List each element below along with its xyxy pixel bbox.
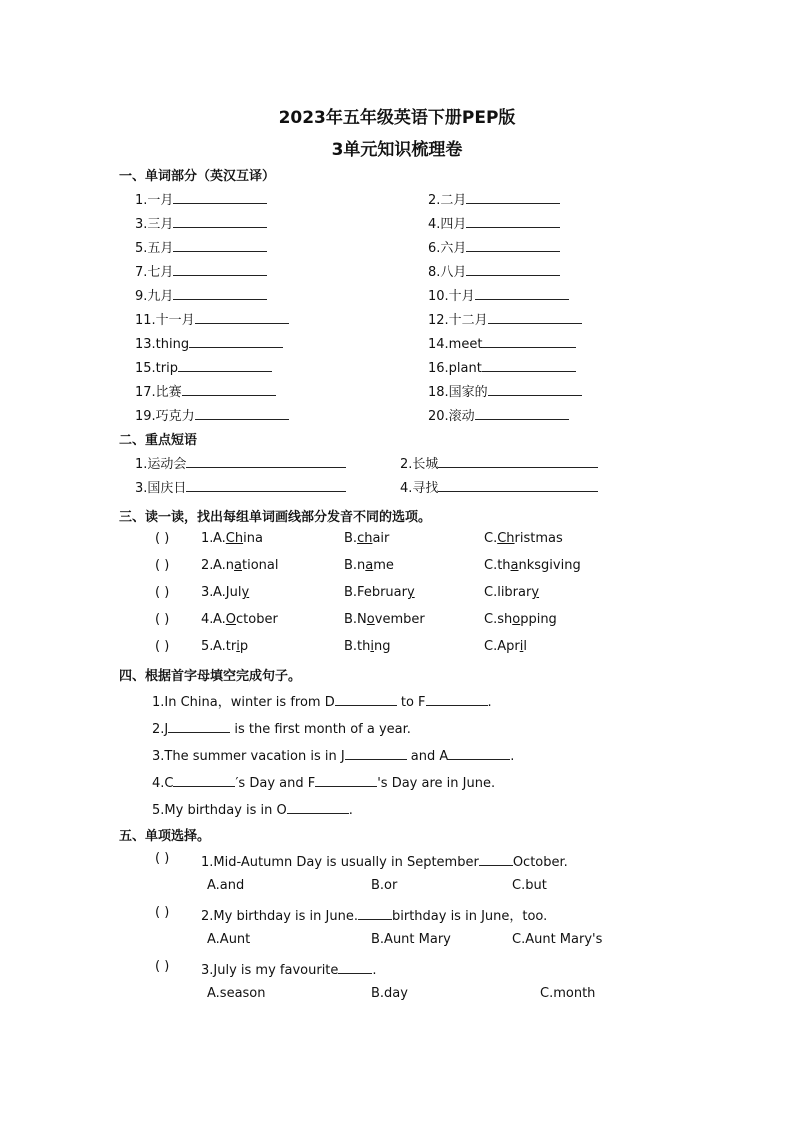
vocab-item	[428, 237, 560, 256]
underlined-sound: Ch	[225, 531, 244, 546]
vocab-label: 5.五月	[135, 241, 174, 256]
vocab-label: 6.六月	[428, 241, 467, 256]
answer-blank[interactable]	[173, 772, 235, 787]
vocab-label: 4.四月	[428, 217, 467, 232]
sentence-row	[152, 691, 492, 710]
underlined-sound: Ch	[497, 531, 515, 546]
answer-blank[interactable]	[173, 285, 267, 300]
underlined-sound: y	[406, 585, 415, 600]
answer-blank[interactable]	[173, 213, 267, 228]
sentence-part: 5.My birthday is in O	[152, 803, 287, 818]
vocab-label: 19.巧克力	[135, 409, 195, 424]
answer-blank[interactable]	[475, 285, 569, 300]
vocab-label: 3.三月	[135, 217, 174, 232]
sentence-part: 1.In China，winter is from D	[152, 695, 335, 710]
option-prefix: C.librar	[484, 585, 532, 600]
option-prefix: B.Februar	[344, 585, 407, 600]
phrase-item: 3.国庆日	[135, 477, 346, 496]
vocab-label: 9.九月	[135, 289, 174, 304]
option-suffix: nksgiving	[518, 558, 581, 573]
sentence-row	[152, 718, 411, 737]
answer-paren[interactable]: ( )	[155, 959, 170, 974]
underlined-sound: o	[366, 612, 375, 627]
option-suffix: l	[523, 639, 527, 654]
option-c	[484, 531, 563, 546]
answer-blank[interactable]	[345, 745, 407, 760]
vocab-label: 18.国家的	[428, 385, 488, 400]
choice-option[interactable]: A.season	[207, 986, 266, 1001]
option-prefix: C.Apr	[484, 639, 520, 654]
question-number: 4.	[201, 612, 214, 627]
sentence-part: and A	[406, 749, 449, 764]
option-b	[344, 585, 415, 600]
vocab-label: 10.十月	[428, 289, 475, 304]
vocab-label: 13.thing	[135, 337, 190, 352]
answer-paren[interactable]: ( )	[155, 639, 170, 654]
underlined-sound: y	[241, 585, 250, 600]
answer-blank[interactable]	[438, 453, 598, 468]
vocab-item	[135, 261, 267, 280]
answer-blank[interactable]	[358, 905, 392, 920]
choice-option[interactable]: B.Aunt Mary	[371, 932, 451, 947]
option-suffix: vember	[374, 612, 425, 627]
option-prefix: C.	[484, 531, 498, 546]
section-3-heading: 三、读一读，找出每组单词画线部分发音不同的选项。	[119, 510, 432, 525]
sentence-part: is the first month of a year.	[230, 722, 411, 737]
answer-blank[interactable]	[475, 405, 569, 420]
option-prefix: A.	[213, 612, 226, 627]
choice-option[interactable]: B.or	[371, 878, 398, 893]
option-prefix: A.tr	[213, 639, 237, 654]
option-prefix: B.th	[344, 639, 371, 654]
sentence-row	[152, 772, 495, 791]
option-a	[213, 612, 278, 627]
underlined-sound: i	[370, 639, 375, 654]
answer-blank[interactable]	[335, 691, 397, 706]
sentence-part: 3.The summer vacation is in J	[152, 749, 345, 764]
underlined-sound: a	[365, 558, 374, 573]
option-suffix: ctober	[236, 612, 278, 627]
vocab-label: 20.滚动	[428, 409, 475, 424]
sentence-part: 2.J	[152, 722, 169, 737]
vocab-item	[428, 189, 560, 208]
question-text: .	[372, 963, 377, 978]
answer-blank[interactable]	[182, 381, 276, 396]
option-c	[484, 558, 581, 573]
answer-blank[interactable]	[466, 189, 560, 204]
vocab-label: 17.比赛	[135, 385, 182, 400]
underlined-sound: ch	[357, 531, 373, 546]
answer-paren[interactable]: ( )	[155, 531, 170, 546]
underlined-sound: a	[510, 558, 519, 573]
vocab-label: 16.plant	[428, 361, 482, 376]
choice-option[interactable]: B.day	[371, 986, 408, 1001]
question-text: October.	[512, 855, 568, 870]
option-prefix: C.th	[484, 558, 511, 573]
question-number: 5.	[201, 639, 214, 654]
answer-blank[interactable]	[488, 309, 582, 324]
answer-blank[interactable]	[482, 333, 576, 348]
option-c	[484, 612, 557, 627]
answer-blank[interactable]	[448, 745, 510, 760]
vocab-label: 8.八月	[428, 265, 467, 280]
question-text: birthday is in June，too.	[391, 909, 548, 924]
vocab-item	[428, 285, 569, 304]
answer-paren[interactable]: ( )	[155, 558, 170, 573]
vocab-item	[135, 405, 289, 424]
vocab-item	[135, 213, 267, 232]
answer-blank[interactable]	[173, 261, 267, 276]
answer-blank[interactable]	[195, 309, 289, 324]
option-suffix: ina	[243, 531, 263, 546]
vocab-item	[428, 333, 576, 352]
option-prefix: C.sh	[484, 612, 513, 627]
option-suffix: pping	[520, 612, 557, 627]
section-2-heading: 二、重点短语	[119, 433, 198, 448]
option-suffix: ristmas	[514, 531, 563, 546]
page-title-line1: 2023年五年级英语下册PEP版	[278, 108, 516, 128]
sentence-part: .	[487, 695, 492, 710]
answer-paren[interactable]: ( )	[155, 612, 170, 627]
vocab-label: 14.meet	[428, 337, 483, 352]
choice-option[interactable]: A.Aunt	[207, 932, 251, 947]
vocab-item	[135, 309, 289, 328]
option-suffix: p	[239, 639, 249, 654]
answer-blank[interactable]	[466, 213, 560, 228]
sentence-part: .	[348, 803, 353, 818]
sentence-part: 4.C	[152, 776, 174, 791]
question-number: 3.	[201, 585, 214, 600]
answer-blank[interactable]	[168, 718, 230, 733]
question-text: 1.Mid-Autumn Day is usually in September	[201, 855, 479, 870]
answer-blank[interactable]	[426, 691, 488, 706]
choice-option[interactable]: A.and	[207, 878, 245, 893]
option-a	[213, 531, 263, 546]
answer-blank[interactable]	[315, 772, 377, 787]
question-stem	[201, 959, 377, 978]
phrase-item: 1.运动会	[135, 453, 346, 472]
answer-blank[interactable]	[178, 357, 272, 372]
option-suffix: air	[372, 531, 390, 546]
option-b	[344, 531, 389, 546]
answer-blank[interactable]	[479, 851, 513, 866]
option-suffix: me	[373, 558, 394, 573]
page-title-line2: 3单元知识梳理卷	[331, 140, 463, 160]
question-number: 1.	[201, 531, 214, 546]
option-suffix: tional	[242, 558, 279, 573]
section-1-heading: 一、单词部分（英汉互译）	[119, 169, 276, 184]
answer-paren[interactable]: ( )	[155, 585, 170, 600]
underlined-sound: a	[234, 558, 243, 573]
answer-paren[interactable]: ( )	[155, 851, 170, 866]
answer-paren[interactable]: ( )	[155, 905, 170, 920]
vocab-item	[135, 381, 276, 400]
vocab-item	[135, 333, 283, 352]
sentence-row	[152, 745, 514, 764]
answer-blank[interactable]	[186, 477, 346, 492]
underlined-sound: i	[236, 639, 240, 654]
vocab-label: 7.七月	[135, 265, 174, 280]
vocab-item	[428, 309, 582, 328]
answer-blank[interactable]	[466, 261, 560, 276]
choice-option[interactable]: C.Aunt Mary's	[512, 932, 603, 947]
answer-blank[interactable]	[195, 405, 289, 420]
sentence-part: .	[510, 749, 515, 764]
section-4-heading: 四、根据首字母填空完成句子。	[119, 669, 302, 684]
option-prefix: B.	[344, 531, 358, 546]
answer-blank[interactable]	[466, 237, 560, 252]
answer-blank[interactable]	[189, 333, 283, 348]
vocab-label: 12.十二月	[428, 313, 488, 328]
sentence-row	[152, 799, 353, 818]
vocab-item	[428, 261, 560, 280]
option-a	[213, 585, 249, 600]
vocab-item	[135, 285, 267, 304]
sentence-part: 's Day are in June.	[377, 776, 496, 791]
phrase-item: 2.长城	[400, 453, 598, 472]
option-prefix: A.Jul	[213, 585, 242, 600]
answer-blank[interactable]	[338, 959, 372, 974]
choice-option[interactable]: C.but	[512, 878, 547, 893]
question-number: 2.	[201, 558, 214, 573]
question-text: 3.July is my favourite	[201, 963, 339, 978]
option-a	[213, 558, 279, 573]
option-a	[213, 639, 248, 654]
answer-blank[interactable]	[482, 357, 576, 372]
answer-blank[interactable]	[438, 477, 598, 492]
vocab-label: 2.二月	[428, 193, 467, 208]
option-b	[344, 639, 391, 654]
option-b	[344, 612, 425, 627]
vocab-item	[135, 357, 272, 376]
sentence-part: ′s Day and F	[235, 776, 316, 791]
vocab-label: 11.十一月	[135, 313, 195, 328]
vocab-item	[135, 237, 267, 256]
option-b	[344, 558, 394, 573]
vocab-label: 1.一月	[135, 193, 174, 208]
section-5-heading: 五、单项选择。	[119, 829, 211, 844]
sentence-part: to F	[396, 695, 426, 710]
question-stem	[201, 905, 547, 924]
underlined-sound: y	[531, 585, 540, 600]
answer-blank[interactable]	[488, 381, 582, 396]
vocab-item	[428, 405, 569, 424]
option-prefix: A.n	[213, 558, 235, 573]
option-prefix: B.n	[344, 558, 366, 573]
vocab-item	[428, 357, 576, 376]
underlined-sound: O	[225, 612, 237, 627]
underlined-sound: o	[512, 612, 521, 627]
choice-option[interactable]: C.month	[540, 986, 596, 1001]
underlined-sound: i	[519, 639, 524, 654]
option-c	[484, 639, 527, 654]
answer-blank[interactable]	[287, 799, 349, 814]
vocab-item	[428, 213, 560, 232]
question-text: 2.My birthday is in June.	[201, 909, 358, 924]
phrase-item: 4.寻找	[400, 477, 598, 496]
answer-blank[interactable]	[173, 237, 267, 252]
vocab-item	[135, 189, 267, 208]
vocab-item	[428, 381, 582, 400]
option-c	[484, 585, 539, 600]
option-suffix: ng	[374, 639, 391, 654]
option-prefix: B.N	[344, 612, 367, 627]
vocab-label: 15.trip	[135, 361, 178, 376]
option-prefix: A.	[213, 531, 226, 546]
answer-blank[interactable]	[173, 189, 267, 204]
question-stem	[201, 851, 568, 870]
answer-blank[interactable]	[186, 453, 346, 468]
